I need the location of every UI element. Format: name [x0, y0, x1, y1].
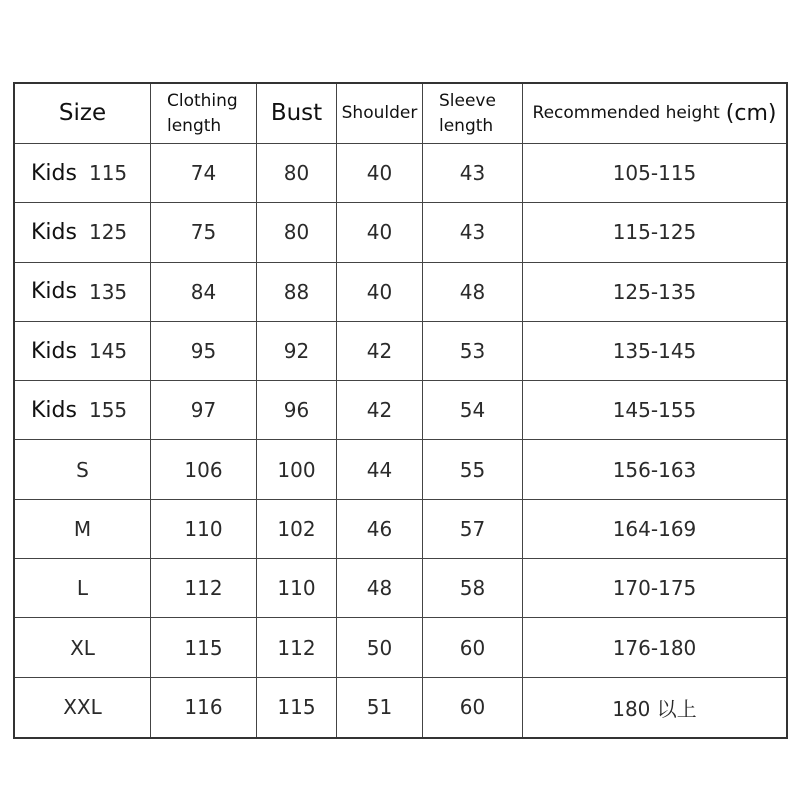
size-prefix: Kids: [31, 338, 77, 364]
shoulder-cell: 40: [337, 263, 423, 322]
bust-cell: 96: [257, 381, 337, 440]
header-clothing-length: [151, 84, 257, 144]
size-chart-table: [13, 82, 788, 739]
bust-cell: 92: [257, 322, 337, 381]
size-value: XL: [70, 635, 95, 660]
recommended-height-cell: 164-169: [523, 500, 786, 559]
size-value: 115: [88, 161, 128, 186]
sleeve-length-cell: 43: [423, 203, 523, 262]
clothing-length-cell: 116: [151, 678, 257, 737]
header-sleeve-length-line1: Sleeve: [439, 90, 496, 111]
header-clothing-length-line2: length: [167, 115, 222, 136]
recommended-height-cell: 176-180: [523, 618, 786, 677]
size-cell: [15, 618, 151, 677]
sleeve-length-cell: 58: [423, 559, 523, 618]
shoulder-cell: 48: [337, 559, 423, 618]
header-bust: Bust: [257, 84, 337, 144]
header-recommended-height: [523, 84, 786, 144]
sleeve-length-cell: 53: [423, 322, 523, 381]
clothing-length-cell: 84: [151, 263, 257, 322]
size-value: M: [73, 516, 92, 541]
size-value: XXL: [63, 695, 102, 720]
header-clothing-length-line1: Clothing: [167, 90, 238, 111]
sleeve-length-cell: 43: [423, 144, 523, 203]
sleeve-length-cell: 60: [423, 678, 523, 737]
recommended-height-cell: 105-115: [523, 144, 786, 203]
recommended-height-cell: 125-135: [523, 263, 786, 322]
size-cell: [15, 322, 151, 381]
bust-cell: 88: [257, 263, 337, 322]
header-recommended-height-unit: (cm): [725, 100, 777, 126]
size-cell: [15, 440, 151, 499]
size-prefix: Kids: [31, 160, 77, 186]
shoulder-cell: 42: [337, 322, 423, 381]
header-shoulder: Shoulder: [337, 84, 423, 144]
shoulder-cell: 40: [337, 144, 423, 203]
bust-cell: 80: [257, 203, 337, 262]
size-value: 125: [88, 220, 128, 245]
size-cell: [15, 203, 151, 262]
size-cell: [15, 144, 151, 203]
size-value: L: [76, 576, 89, 601]
clothing-length-cell: 74: [151, 144, 257, 203]
size-cell: [15, 381, 151, 440]
clothing-length-cell: 95: [151, 322, 257, 381]
size-value: S: [76, 457, 89, 482]
clothing-length-cell: 112: [151, 559, 257, 618]
size-prefix: Kids: [31, 219, 77, 245]
recommended-height-cell: 156-163: [523, 440, 786, 499]
clothing-length-cell: 97: [151, 381, 257, 440]
header-recommended-height-label: Recommended height: [532, 103, 720, 124]
recommended-height-cell: 145-155: [523, 381, 786, 440]
shoulder-cell: 46: [337, 500, 423, 559]
size-value: 145: [88, 339, 128, 364]
sleeve-length-cell: 54: [423, 381, 523, 440]
size-prefix: Kids: [31, 397, 77, 423]
header-sleeve-length-line2: length: [439, 115, 494, 136]
sleeve-length-cell: 48: [423, 263, 523, 322]
bust-cell: 112: [257, 618, 337, 677]
sleeve-length-cell: 60: [423, 618, 523, 677]
header-size: Size: [15, 84, 151, 144]
size-cell: [15, 263, 151, 322]
shoulder-cell: 42: [337, 381, 423, 440]
bust-cell: 80: [257, 144, 337, 203]
recommended-height-cell: 115-125: [523, 203, 786, 262]
bust-cell: 102: [257, 500, 337, 559]
recommended-height-cell: 180 以上: [612, 696, 697, 721]
clothing-length-cell: 106: [151, 440, 257, 499]
clothing-length-cell: 110: [151, 500, 257, 559]
clothing-length-cell: 75: [151, 203, 257, 262]
recommended-height-cell: 170-175: [523, 559, 786, 618]
bust-cell: 110: [257, 559, 337, 618]
size-cell: [15, 678, 151, 737]
shoulder-cell: 44: [337, 440, 423, 499]
bust-cell: 115: [257, 678, 337, 737]
size-cell: [15, 559, 151, 618]
header-sleeve-length: [423, 84, 523, 144]
bust-cell: 100: [257, 440, 337, 499]
size-prefix: Kids: [31, 279, 77, 305]
size-cell: [15, 500, 151, 559]
size-value: 155: [88, 398, 128, 423]
shoulder-cell: 51: [337, 678, 423, 737]
shoulder-cell: 50: [337, 618, 423, 677]
clothing-length-cell: 115: [151, 618, 257, 677]
recommended-height-cell: 135-145: [523, 322, 786, 381]
sleeve-length-cell: 55: [423, 440, 523, 499]
size-value: 135: [88, 279, 128, 304]
sleeve-length-cell: 57: [423, 500, 523, 559]
shoulder-cell: 40: [337, 203, 423, 262]
